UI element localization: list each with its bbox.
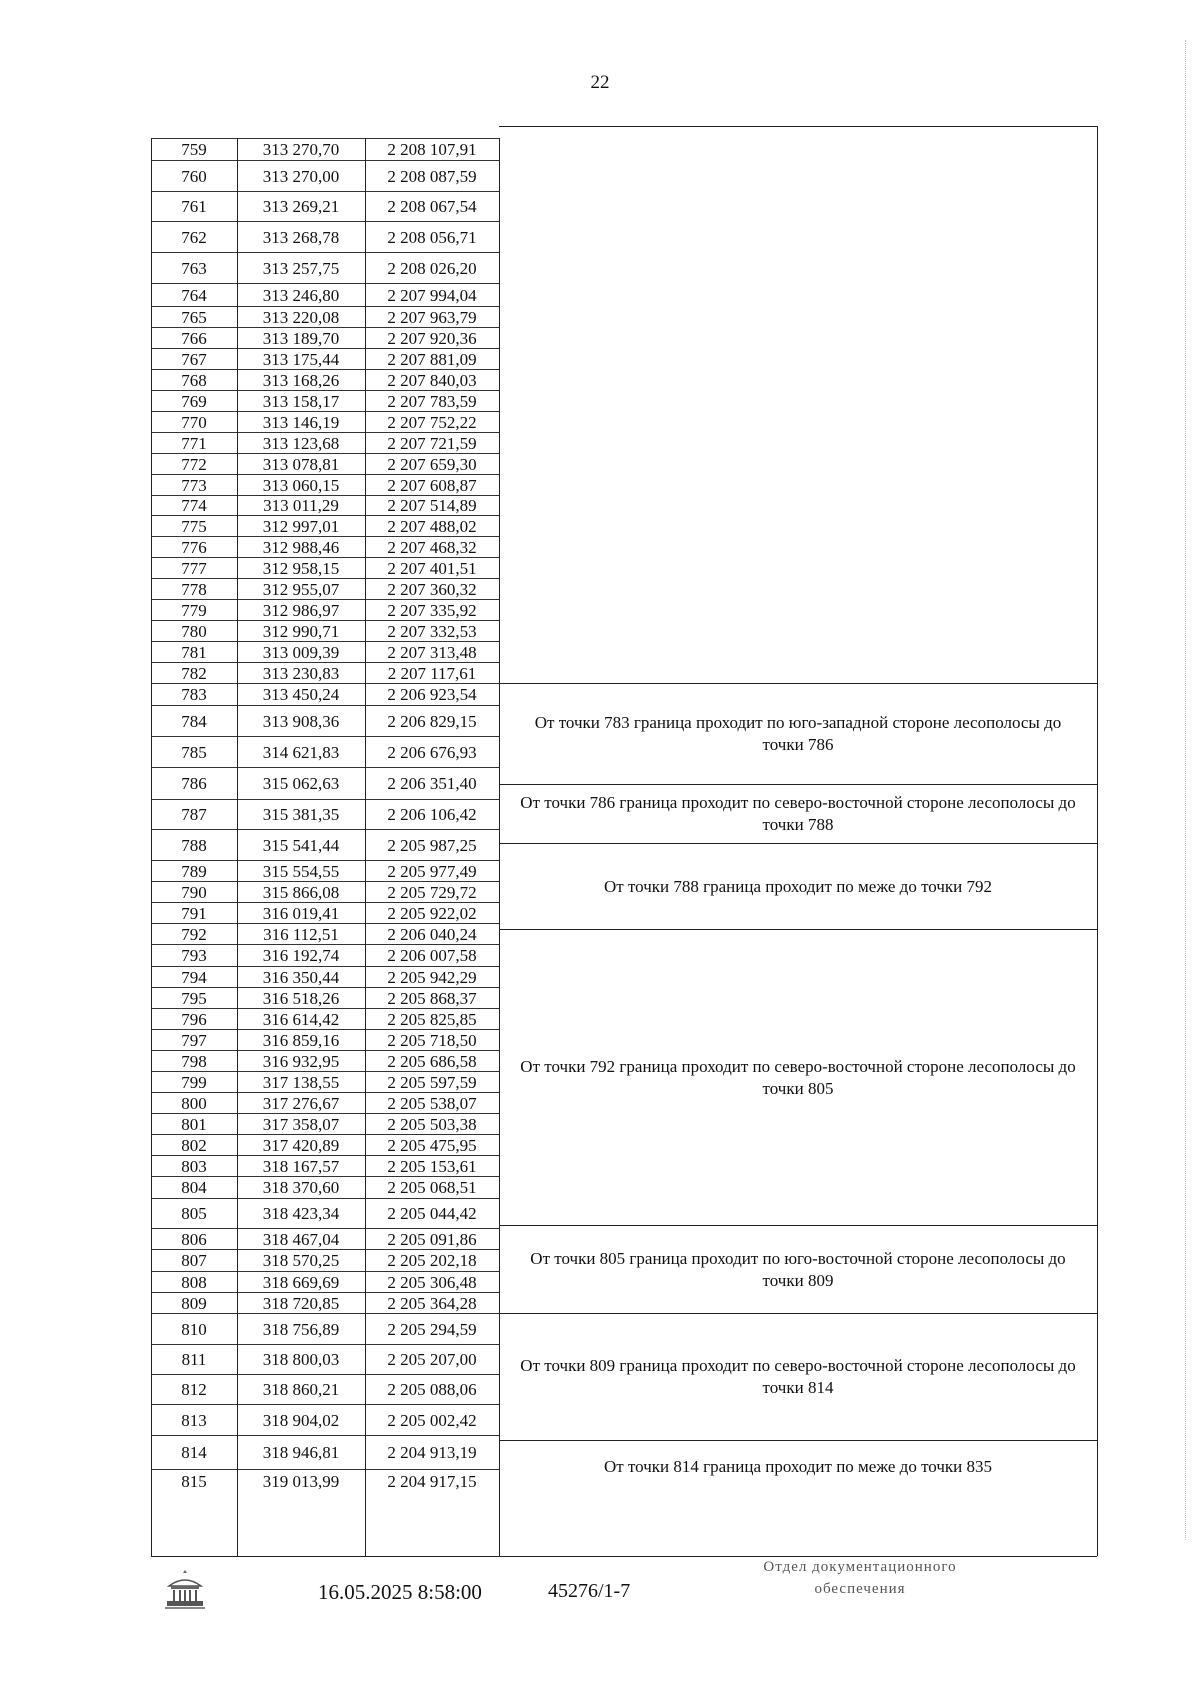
table-row xyxy=(151,1071,499,1092)
x-coordinate: 318 423,34 xyxy=(262,1204,340,1223)
coordinates-table xyxy=(151,138,1097,1556)
footer-datetime: 16.05.2025 8:58:00 xyxy=(318,1580,482,1604)
x-coordinate: 313 146,19 xyxy=(262,412,340,432)
point-number: 786 xyxy=(181,774,207,793)
y-coordinate: 2 206 106,42 xyxy=(387,805,477,824)
table-row xyxy=(151,1228,499,1249)
x-coordinate: 313 270,70 xyxy=(262,140,340,159)
point-number: 810 xyxy=(181,1319,207,1339)
x-coordinate: 313 189,70 xyxy=(262,328,340,348)
y-coordinate: 2 208 107,91 xyxy=(387,140,477,159)
table-row xyxy=(151,620,499,641)
y-coordinate: 2 208 087,59 xyxy=(387,166,477,186)
table-row xyxy=(151,390,499,411)
point-number: 760 xyxy=(181,166,207,186)
x-coordinate: 318 167,57 xyxy=(262,1156,340,1176)
x-coordinate: 315 541,44 xyxy=(262,835,340,855)
table-row xyxy=(151,1155,499,1176)
y-coordinate: 2 207 335,92 xyxy=(387,600,477,620)
y-coordinate: 2 205 825,85 xyxy=(387,1009,477,1029)
x-coordinate: 314 621,83 xyxy=(262,742,340,762)
point-number: 765 xyxy=(181,307,207,327)
x-coordinate: 316 350,44 xyxy=(262,967,340,987)
x-coordinate: 315 062,63 xyxy=(262,774,340,793)
x-coordinate: 318 467,04 xyxy=(262,1229,340,1249)
point-number: 779 xyxy=(181,600,207,620)
x-coordinate: 318 669,69 xyxy=(262,1272,340,1292)
column-divider xyxy=(499,138,500,1556)
y-coordinate: 2 205 597,59 xyxy=(387,1072,477,1092)
x-coordinate: 312 990,71 xyxy=(262,621,340,641)
y-coordinate: 2 205 002,42 xyxy=(387,1410,477,1430)
y-coordinate: 2 205 088,06 xyxy=(387,1380,477,1399)
column-divider xyxy=(237,138,238,1556)
y-coordinate: 2 207 752,22 xyxy=(387,412,477,432)
stamp-line: Отдел документационного xyxy=(763,1559,957,1575)
x-coordinate: 318 800,03 xyxy=(262,1350,340,1369)
x-coordinate: 313 175,44 xyxy=(262,349,340,369)
point-number: 759 xyxy=(181,140,207,159)
table-row xyxy=(151,641,499,662)
point-number: 761 xyxy=(181,197,207,216)
x-coordinate: 318 570,25 xyxy=(262,1251,340,1270)
y-coordinate: 2 205 475,95 xyxy=(387,1135,477,1155)
x-coordinate: 313 257,75 xyxy=(262,258,340,278)
boundary-description: От точки 788 граница проходит по меже до точки 792 xyxy=(499,843,1097,929)
point-number: 772 xyxy=(181,454,207,474)
y-coordinate: 2 205 922,02 xyxy=(387,903,477,923)
table-row xyxy=(151,923,499,944)
x-coordinate: 315 554,55 xyxy=(262,861,340,881)
boundary-description: От точки 814 граница проходит по меже до точки 835 xyxy=(499,1440,1097,1492)
point-number: 804 xyxy=(181,1178,207,1197)
table-row xyxy=(151,495,499,515)
point-number: 809 xyxy=(181,1293,207,1313)
point-number: 811 xyxy=(181,1350,207,1369)
point-number: 796 xyxy=(181,1009,207,1029)
y-coordinate: 2 206 676,93 xyxy=(387,742,477,762)
boundary-description: От точки 792 граница проходит по северо-восточной стороне лесополосы до точки 805 xyxy=(499,929,1097,1225)
point-number: 777 xyxy=(181,558,207,578)
table-row xyxy=(151,799,499,829)
x-coordinate: 315 866,08 xyxy=(262,882,340,902)
x-coordinate: 313 123,68 xyxy=(262,433,340,453)
x-coordinate: 318 860,21 xyxy=(262,1380,340,1399)
x-coordinate: 313 168,26 xyxy=(262,370,340,390)
y-coordinate: 2 205 987,25 xyxy=(387,835,477,855)
table-row xyxy=(151,536,499,557)
table-row xyxy=(151,283,499,306)
y-coordinate: 2 205 729,72 xyxy=(387,882,477,902)
table-row xyxy=(151,515,499,536)
y-coordinate: 2 207 488,02 xyxy=(387,516,477,536)
table-row xyxy=(151,1198,499,1228)
y-coordinate: 2 208 067,54 xyxy=(387,197,477,216)
x-coordinate: 316 518,26 xyxy=(262,988,340,1008)
y-coordinate: 2 207 360,32 xyxy=(387,579,477,599)
x-coordinate: 316 614,42 xyxy=(262,1009,340,1029)
x-coordinate: 318 946,81 xyxy=(262,1443,340,1462)
table-row xyxy=(151,221,499,252)
boundary-description: От точки 786 граница проходит по северо-восточной стороне лесополосы до точки 788 xyxy=(499,784,1097,843)
table-row xyxy=(151,599,499,620)
point-number: 806 xyxy=(181,1229,207,1249)
table-row xyxy=(151,1050,499,1071)
point-number: 763 xyxy=(181,258,207,278)
point-number: 813 xyxy=(181,1410,207,1430)
point-number: 766 xyxy=(181,328,207,348)
y-coordinate: 2 206 007,58 xyxy=(387,946,477,965)
x-coordinate: 312 986,97 xyxy=(262,600,340,620)
y-coordinate: 2 207 401,51 xyxy=(387,558,477,578)
point-number: 767 xyxy=(181,349,207,369)
x-coordinate: 318 904,02 xyxy=(262,1410,340,1430)
table-row xyxy=(151,1113,499,1134)
y-coordinate: 2 207 468,32 xyxy=(387,537,477,557)
point-number: 792 xyxy=(181,924,207,944)
y-coordinate: 2 205 091,86 xyxy=(387,1229,477,1249)
table-row xyxy=(151,860,499,881)
organization-logo xyxy=(161,1568,209,1612)
table-row xyxy=(151,705,499,736)
y-coordinate: 2 207 994,04 xyxy=(387,285,477,305)
x-coordinate: 313 268,78 xyxy=(262,227,340,247)
table-row xyxy=(151,327,499,348)
table-row xyxy=(151,252,499,283)
point-number: 780 xyxy=(181,621,207,641)
x-coordinate: 317 358,07 xyxy=(262,1114,340,1134)
x-coordinate: 316 932,95 xyxy=(262,1051,340,1071)
point-number: 800 xyxy=(181,1093,207,1113)
table-row xyxy=(151,1292,499,1313)
point-number: 795 xyxy=(181,988,207,1008)
x-coordinate: 316 112,51 xyxy=(263,924,339,944)
y-coordinate: 2 205 068,51 xyxy=(387,1178,477,1197)
table-row xyxy=(151,432,499,453)
x-coordinate: 312 997,01 xyxy=(262,516,340,536)
table-row xyxy=(151,348,499,369)
y-coordinate: 2 207 881,09 xyxy=(387,349,477,369)
y-coordinate: 2 207 920,36 xyxy=(387,328,477,348)
page-number: 22 xyxy=(590,72,610,93)
y-coordinate: 2 205 977,49 xyxy=(387,861,477,881)
x-coordinate: 313 060,15 xyxy=(262,475,340,495)
boundary-description: От точки 809 граница проходит по северо-восточной стороне лесополосы до точки 814 xyxy=(499,1313,1097,1440)
point-number: 802 xyxy=(181,1135,207,1155)
x-coordinate: 319 013,99 xyxy=(262,1471,340,1491)
y-coordinate: 2 205 306,48 xyxy=(387,1272,477,1292)
table-row xyxy=(151,662,499,683)
point-number: 783 xyxy=(181,685,207,704)
point-number: 785 xyxy=(181,742,207,762)
y-coordinate: 2 207 313,48 xyxy=(387,642,477,662)
x-coordinate: 313 078,81 xyxy=(262,454,340,474)
point-number: 814 xyxy=(181,1443,207,1462)
x-coordinate: 316 859,16 xyxy=(262,1030,340,1050)
table-row xyxy=(151,1249,499,1271)
x-coordinate: 313 220,08 xyxy=(262,307,340,327)
department-stamp xyxy=(700,1556,1020,1600)
x-coordinate: 317 138,55 xyxy=(262,1072,340,1092)
point-number: 776 xyxy=(181,537,207,557)
column-divider xyxy=(365,138,366,1556)
y-coordinate: 2 205 718,50 xyxy=(387,1030,477,1050)
point-number: 769 xyxy=(181,391,207,411)
y-coordinate: 2 206 923,54 xyxy=(387,685,477,704)
x-coordinate: 315 381,35 xyxy=(262,805,340,824)
x-coordinate: 313 009,39 xyxy=(262,642,340,662)
y-coordinate: 2 206 829,15 xyxy=(387,711,477,731)
table-row xyxy=(151,1029,499,1050)
x-coordinate: 312 988,46 xyxy=(262,537,340,557)
table-row xyxy=(151,1271,499,1292)
table-row xyxy=(151,160,499,191)
y-coordinate: 2 207 117,61 xyxy=(387,663,477,683)
table-row xyxy=(151,1404,499,1435)
table-row xyxy=(151,474,499,495)
point-number: 807 xyxy=(181,1251,207,1270)
x-coordinate: 313 230,83 xyxy=(262,663,340,683)
stamp-line: обеспечения xyxy=(814,1581,906,1597)
scan-margin-marks xyxy=(1185,40,1192,1540)
y-coordinate: 2 206 351,40 xyxy=(387,774,477,793)
point-number: 798 xyxy=(181,1051,207,1071)
y-coordinate: 2 207 332,53 xyxy=(387,621,477,641)
x-coordinate: 313 011,29 xyxy=(263,496,339,515)
point-number: 805 xyxy=(181,1204,207,1223)
table-row xyxy=(151,306,499,327)
y-coordinate: 2 205 294,59 xyxy=(387,1319,477,1339)
table-right-border xyxy=(1097,126,1098,1556)
point-number: 764 xyxy=(181,285,207,305)
point-number: 768 xyxy=(181,370,207,390)
table-row xyxy=(151,191,499,221)
y-coordinate: 2 207 608,87 xyxy=(387,475,477,495)
point-number: 778 xyxy=(181,579,207,599)
y-coordinate: 2 205 044,42 xyxy=(387,1204,477,1223)
point-number: 801 xyxy=(181,1114,207,1134)
table-row xyxy=(151,557,499,578)
x-coordinate: 313 270,00 xyxy=(262,166,340,186)
x-coordinate: 312 955,07 xyxy=(262,579,340,599)
x-coordinate: 316 192,74 xyxy=(262,946,340,965)
y-coordinate: 2 207 659,30 xyxy=(387,454,477,474)
table-row xyxy=(151,1313,499,1344)
boundary-description: От точки 783 граница проходит по юго-западной стороне лесополосы до точки 786 xyxy=(499,683,1097,784)
y-coordinate: 2 207 783,59 xyxy=(387,391,477,411)
point-number: 789 xyxy=(181,861,207,881)
y-coordinate: 2 208 056,71 xyxy=(387,227,477,247)
point-number: 815 xyxy=(181,1471,207,1491)
x-coordinate: 318 720,85 xyxy=(262,1293,340,1313)
point-number: 788 xyxy=(181,835,207,855)
y-coordinate: 2 204 913,19 xyxy=(387,1443,477,1462)
y-coordinate: 2 208 026,20 xyxy=(387,258,477,278)
point-number: 797 xyxy=(181,1030,207,1050)
table-row xyxy=(151,1374,499,1404)
table-row xyxy=(151,1469,499,1492)
point-number: 812 xyxy=(181,1380,207,1399)
point-number: 762 xyxy=(181,227,207,247)
x-coordinate: 313 158,17 xyxy=(262,391,340,411)
x-coordinate: 313 908,36 xyxy=(262,711,340,731)
x-coordinate: 317 276,67 xyxy=(262,1093,340,1113)
table-row xyxy=(151,829,499,860)
x-coordinate: 313 450,24 xyxy=(262,685,340,704)
point-number: 803 xyxy=(181,1156,207,1176)
point-number: 782 xyxy=(181,663,207,683)
y-coordinate: 2 205 538,07 xyxy=(387,1093,477,1113)
y-coordinate: 2 205 202,18 xyxy=(387,1251,477,1270)
x-coordinate: 316 019,41 xyxy=(262,903,340,923)
y-coordinate: 2 206 040,24 xyxy=(387,924,477,944)
table-row xyxy=(151,987,499,1008)
footer-document-code: 45276/1-7 xyxy=(548,1580,631,1602)
table-row xyxy=(151,453,499,474)
x-coordinate: 317 420,89 xyxy=(262,1135,340,1155)
y-coordinate: 2 207 514,89 xyxy=(387,496,477,515)
y-coordinate: 2 205 153,61 xyxy=(387,1156,477,1176)
table-row xyxy=(151,578,499,599)
point-number: 787 xyxy=(181,805,207,824)
table-row xyxy=(151,1344,499,1374)
x-coordinate: 312 958,15 xyxy=(262,558,340,578)
table-row xyxy=(151,138,499,160)
point-number: 790 xyxy=(181,882,207,902)
table-row xyxy=(151,902,499,923)
table-row xyxy=(151,1092,499,1113)
table-row xyxy=(151,881,499,902)
x-coordinate: 318 370,60 xyxy=(262,1178,340,1197)
point-number: 784 xyxy=(181,711,207,731)
x-coordinate: 313 269,21 xyxy=(262,197,340,216)
table-row xyxy=(151,1435,499,1469)
point-number: 770 xyxy=(181,412,207,432)
point-number: 791 xyxy=(181,903,207,923)
table-row xyxy=(151,767,499,799)
table-left-border xyxy=(151,138,152,1556)
table-row xyxy=(151,736,499,767)
y-coordinate: 2 207 721,59 xyxy=(387,433,477,453)
y-coordinate: 2 204 917,15 xyxy=(387,1471,477,1491)
point-number: 773 xyxy=(181,475,207,495)
boundary-description: От точки 805 граница проходит по юго-восточной стороне лесополосы до точки 809 xyxy=(499,1225,1097,1313)
table-row xyxy=(151,1134,499,1155)
y-coordinate: 2 207 963,79 xyxy=(387,307,477,327)
table-row xyxy=(151,966,499,987)
table-row xyxy=(151,369,499,390)
y-coordinate: 2 205 503,38 xyxy=(387,1114,477,1134)
table-row xyxy=(151,1176,499,1198)
y-coordinate: 2 205 868,37 xyxy=(387,988,477,1008)
table-row xyxy=(151,944,499,966)
table-row xyxy=(151,1008,499,1029)
point-number: 793 xyxy=(181,946,207,965)
point-number: 781 xyxy=(181,642,207,662)
point-number: 775 xyxy=(181,516,207,536)
y-coordinate: 2 205 686,58 xyxy=(387,1051,477,1071)
point-number: 808 xyxy=(181,1272,207,1292)
point-number: 794 xyxy=(181,967,207,987)
point-number: 799 xyxy=(181,1072,207,1092)
boundary-description xyxy=(499,126,1097,683)
point-number: 774 xyxy=(181,496,207,515)
y-coordinate: 2 205 207,00 xyxy=(387,1350,477,1369)
x-coordinate: 313 246,80 xyxy=(262,285,340,305)
y-coordinate: 2 205 942,29 xyxy=(387,967,477,987)
y-coordinate: 2 205 364,28 xyxy=(387,1293,477,1313)
y-coordinate: 2 207 840,03 xyxy=(387,370,477,390)
point-number: 771 xyxy=(181,433,207,453)
table-row xyxy=(151,683,499,705)
x-coordinate: 318 756,89 xyxy=(262,1319,340,1339)
table-row xyxy=(151,411,499,432)
